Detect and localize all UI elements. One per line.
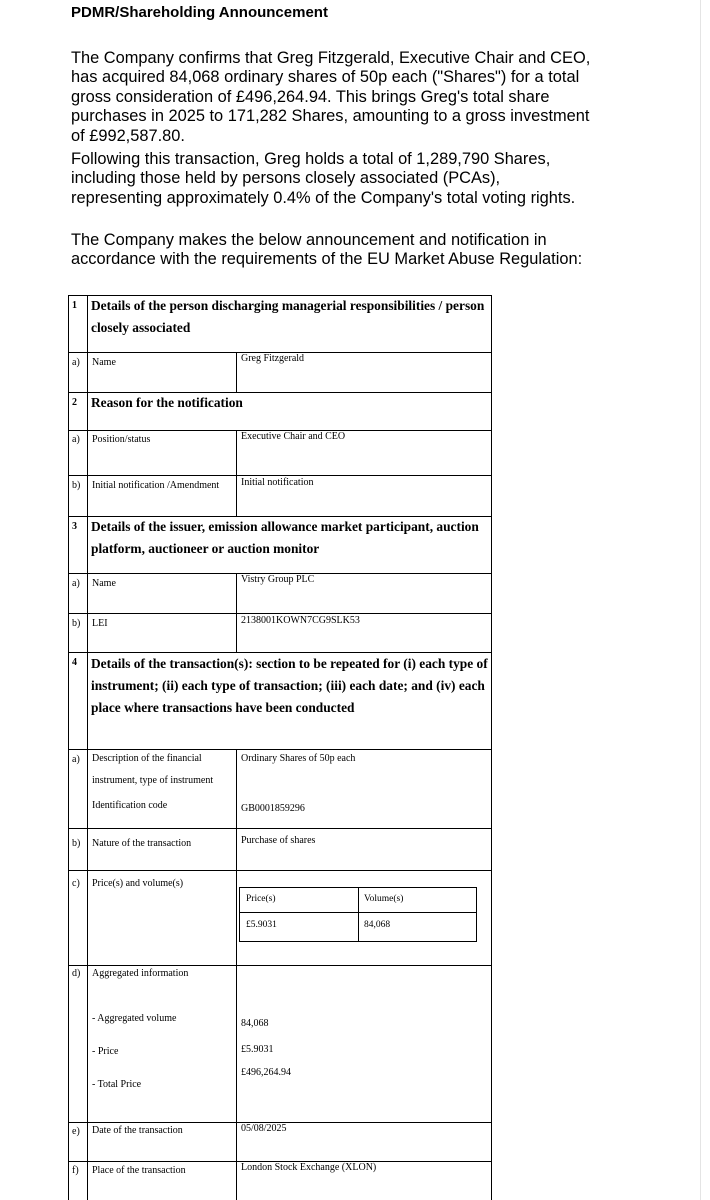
table-rule: [69, 475, 491, 476]
instrument-value: Ordinary Shares of 50p each: [241, 753, 356, 764]
total-price-value: £496,264.94: [241, 1067, 291, 1078]
section-number: 3: [72, 521, 77, 532]
table-rule: [358, 888, 359, 941]
volume-header: Volume(s): [364, 894, 404, 904]
issuer-name-value: Vistry Group PLC: [241, 574, 315, 585]
field-name: Identification code: [92, 800, 168, 811]
row-label: a): [72, 754, 80, 765]
field-name: Price(s) and volume(s): [92, 878, 184, 889]
position-value: Executive Chair and CEO: [241, 431, 346, 442]
field-name: Initial notification /Amendment: [92, 480, 220, 491]
table-rule: [236, 749, 237, 1200]
field-name: - Aggregated volume: [92, 1013, 177, 1024]
section-number: 1: [72, 300, 77, 311]
page-title: PDMR/Shareholding Announcement: [71, 4, 328, 21]
row-label: c): [72, 878, 80, 889]
transaction-date-value: 05/08/2025: [241, 1123, 287, 1134]
table-rule: [69, 828, 491, 829]
field-name: Aggregated information: [92, 968, 189, 979]
row-label: d): [72, 968, 81, 979]
price-volume-table: [239, 887, 477, 942]
field-name: - Total Price: [92, 1079, 142, 1090]
aggregated-volume-value: 84,068: [241, 1018, 269, 1029]
price-cell: £5.9031: [246, 920, 277, 930]
table-rule: [69, 870, 491, 871]
field-name: Date of the transaction: [92, 1125, 183, 1136]
section-number: 4: [72, 657, 77, 668]
price-header: Price(s): [246, 894, 276, 904]
transaction-nature-value: Purchase of shares: [241, 835, 316, 846]
row-label: a): [72, 578, 80, 589]
field-name: Name: [92, 357, 116, 368]
field-name: Description of the financial instrument, type of instrument: [92, 753, 214, 786]
table-rule: [87, 295, 88, 1200]
volume-cell: 84,068: [364, 920, 391, 930]
intro-paragraph-3: The Company makes the below announcement and notification in accordance with the requirements of the EU Market Abuse Regulation:: [71, 231, 583, 269]
table-rule: [69, 965, 491, 966]
lei-value: 2138001KOWN7CG9SLK53: [241, 615, 360, 626]
row-label: a): [72, 434, 80, 445]
table-rule: [236, 352, 237, 392]
row-label: e): [72, 1126, 80, 1137]
section-4-title: Details of the transaction(s): section to be repeated for (i) each type of instrument; (ii) each type of transaction; (iii) each date; and (iv) each place where transactions have been conducted: [91, 656, 488, 715]
row-label: a): [72, 357, 80, 368]
field-name: Position/status: [92, 434, 151, 445]
table-rule: [69, 613, 491, 614]
aggregated-price-value: £5.9031: [241, 1044, 274, 1055]
intro-paragraph-2: Following this transaction, Greg holds a total of 1,289,790 Shares, including those held by persons closely associated (PCAs), representing approximately 0.4% of the Company's total voting rights.: [71, 150, 576, 207]
section-number: 2: [72, 397, 77, 408]
notification-type-value: Initial notification: [241, 477, 314, 488]
person-name-value: Greg Fitzgerald: [241, 353, 305, 364]
table-rule: [236, 430, 237, 516]
row-label: b): [72, 480, 81, 491]
section-3-title: Details of the issuer, emission allowance market participant, auction platform, auctioneer or auction monitor: [91, 519, 479, 556]
row-label: b): [72, 618, 81, 629]
section-2-title: Reason for the notification: [91, 395, 243, 410]
scroll-edge: [700, 0, 701, 1200]
table-rule: [236, 573, 237, 652]
pdmr-notification-table: [68, 295, 492, 1200]
field-name: Place of the transaction: [92, 1165, 186, 1176]
field-name: LEI: [92, 618, 108, 629]
field-name: - Price: [92, 1046, 119, 1057]
row-label: b): [72, 838, 81, 849]
field-name: Nature of the transaction: [92, 838, 192, 849]
transaction-place-value: London Stock Exchange (XLON): [241, 1162, 377, 1173]
row-label: f): [72, 1165, 79, 1176]
section-1-title: Details of the person discharging managerial responsibilities / person closely associated: [91, 298, 485, 335]
intro-paragraph-1: The Company confirms that Greg Fitzgerald, Executive Chair and CEO, has acquired 84,068 ordinary shares of 50p each ("Shares") for a total gross consideration of £496,264.94. This brings Greg's total share purchases in 2025 to 171,282 Shares, amounting to a gross investment of £992,587.80.: [71, 49, 591, 145]
field-name: Name: [92, 578, 116, 589]
isin-value: GB0001859296: [241, 803, 305, 814]
